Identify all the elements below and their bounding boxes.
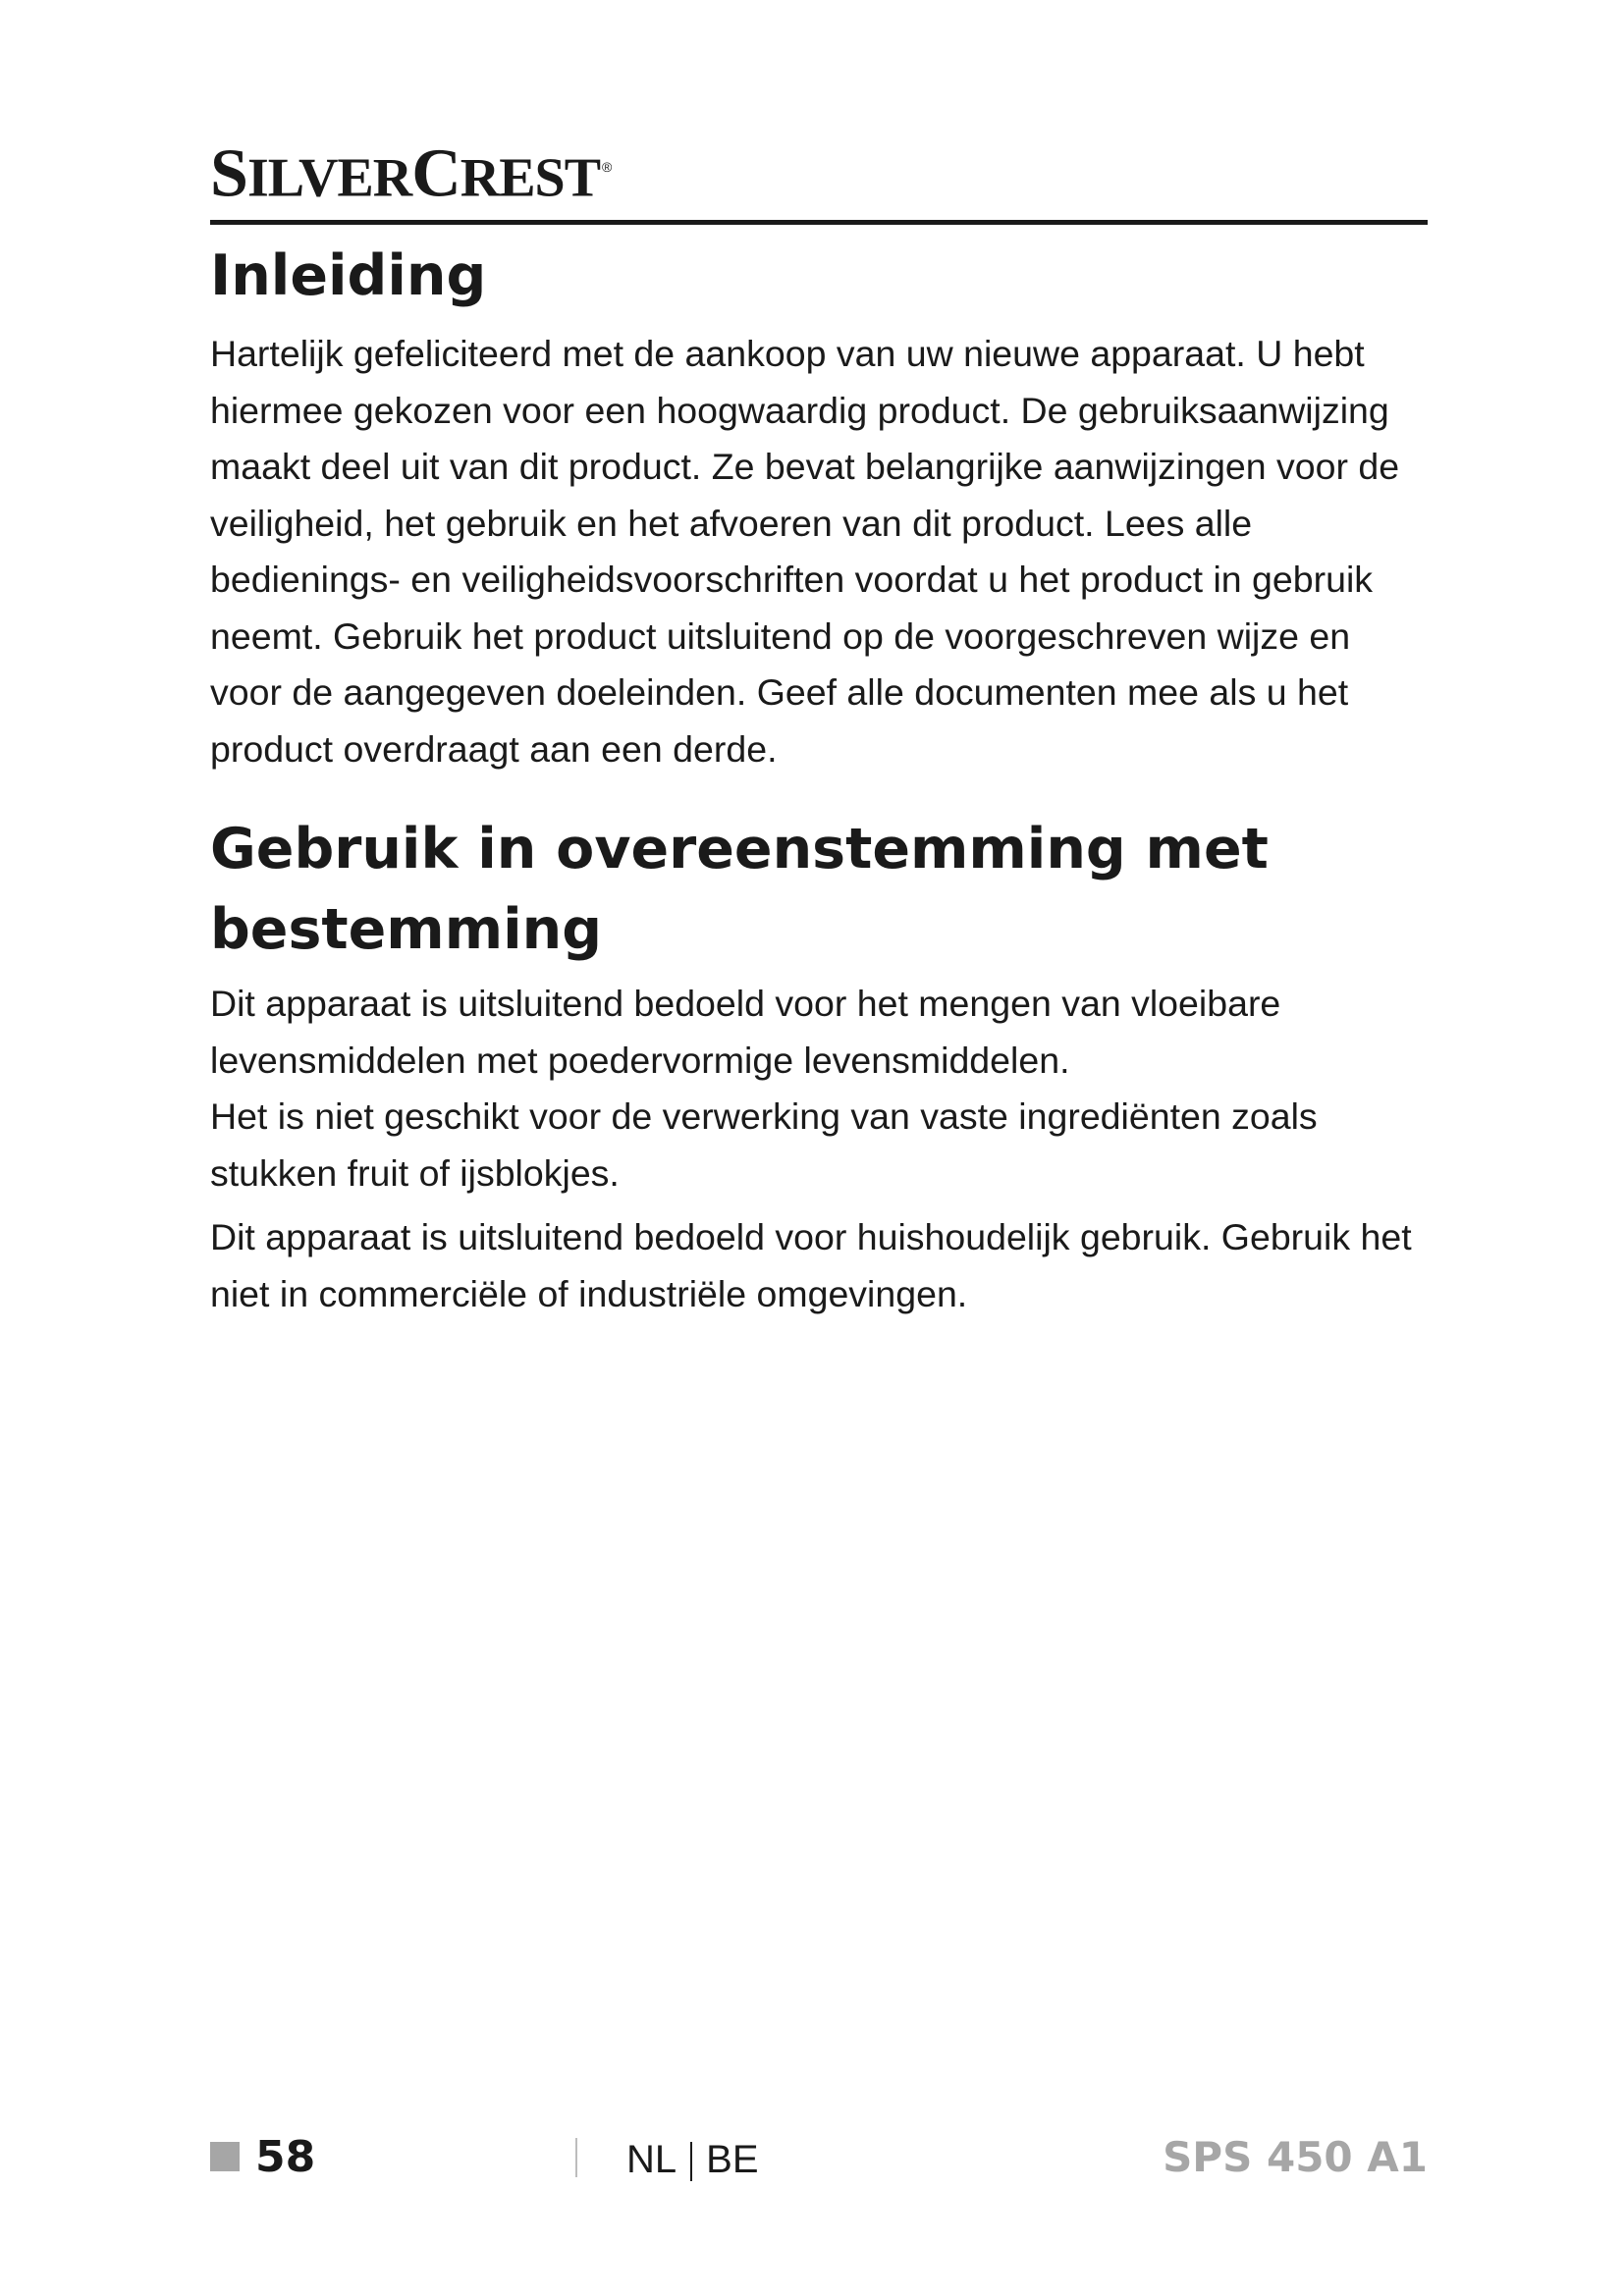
language-nl: NL — [626, 2138, 677, 2181]
brand-logo — [210, 128, 611, 217]
footer-divider — [575, 2138, 577, 2177]
page-content — [210, 236, 1428, 1322]
heading-intended-use-line1: Gebruik in overeenstemming met — [210, 817, 1269, 881]
logo-initial-c: C — [411, 135, 460, 212]
intended-use-paragraph-1: Dit apparaat is uitsluitend bedoeld voor het mengen van vloeibare levensmiddelen met poedervormige levensmiddelen. — [210, 983, 1281, 1081]
logo-initial-s: S — [210, 135, 247, 212]
page-number: 58 — [255, 2132, 316, 2182]
footer-square-marker — [210, 2142, 240, 2171]
heading-intended-use — [210, 809, 1428, 970]
heading-intended-use-line2: bestemming — [210, 897, 602, 962]
logo-crest-rest: REST — [460, 147, 601, 209]
header-rule — [210, 220, 1428, 225]
logo-silver-rest: ILVER — [246, 147, 412, 209]
page-footer — [210, 2130, 1428, 2199]
language-be: BE — [706, 2138, 759, 2181]
intended-use-paragraph-2: Het is niet geschikt voor de verwerking van vaste ingrediënten zoals stukken fruit of ijsblokjes. — [210, 1095, 1318, 1194]
language-separator — [690, 2142, 692, 2181]
footer-languages — [626, 2132, 759, 2187]
heading-introduction: Inleiding — [210, 243, 487, 308]
introduction-paragraph: Hartelijk gefeliciteerd met de aankoop van uw nieuwe apparaat. U hebt hiermee gekozen voor een hoogwaardig product. De gebruiksaanwijzing maakt deel uit van dit product. Ze bevat belangrijke aanwijzingen voor de veiligheid, het gebruik en het afvoeren van dit product. Lees alle bedienings- en veiligheidsvoorschriften voordat u het product in gebruik neemt. Gebruik het product uitsluitend op de voorgeschreven wijze en voor de aangegeven doeleinden. Geef alle documenten mee als u het product overdraagt aan een derde. — [210, 333, 1400, 770]
model-number: SPS 450 A1 — [1163, 2133, 1428, 2181]
intended-use-paragraph-3: Dit apparaat is uitsluitend bedoeld voor huishoudelijk gebruik. Gebruik het niet in commerciële of industriële omgevingen. — [210, 1216, 1412, 1314]
registered-mark: ® — [602, 159, 612, 175]
